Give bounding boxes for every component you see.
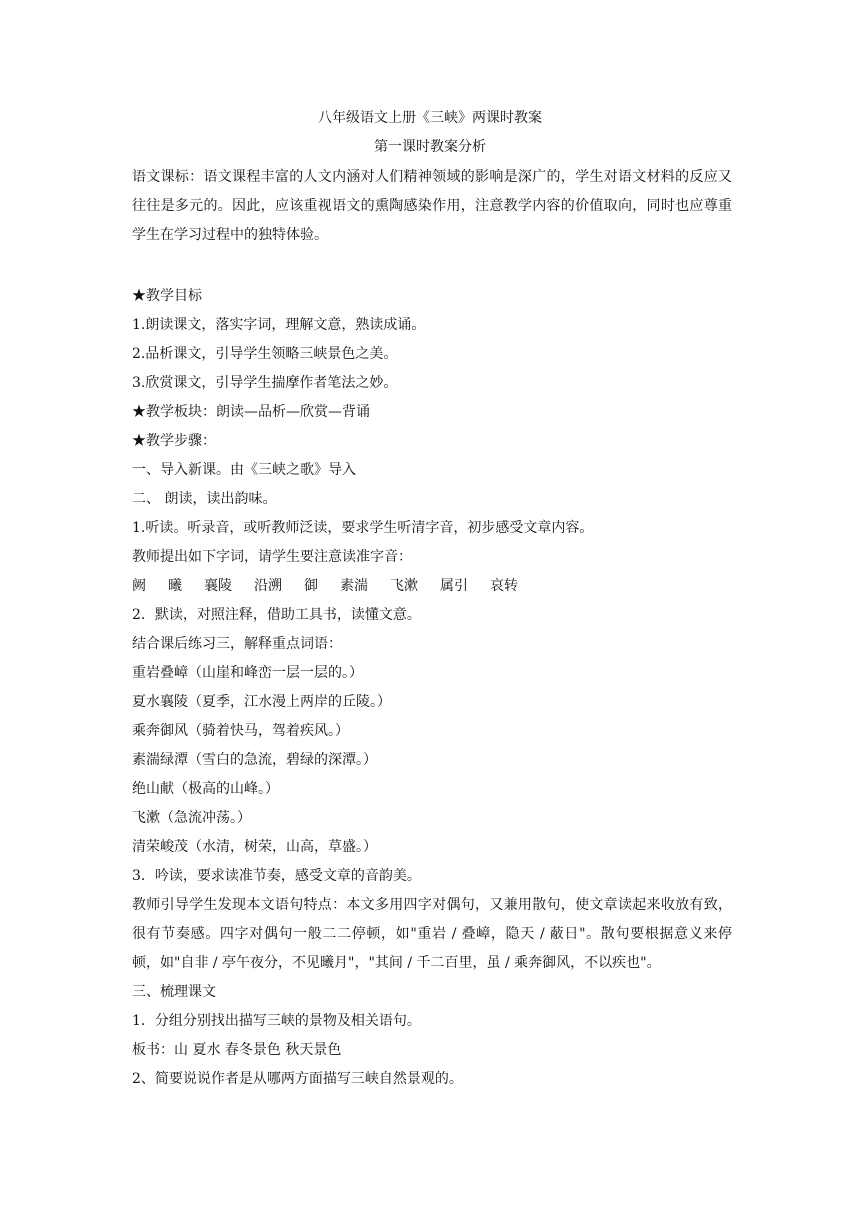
summary-question: 2、简要说说作者是从哪两方面描写三峡自然景观的。 [132, 1071, 463, 1087]
lesson-content [132, 282, 732, 1094]
silent-reading: 2．默读，对照注释，借助工具书，读懂文意。 [132, 607, 421, 623]
word: 阙 [132, 578, 146, 594]
objectives-heading: ★教学目标 [132, 288, 202, 304]
teaching-modules: ★教学板块：朗读—品析—欣赏—背诵 [132, 404, 370, 420]
objective-item: 1.朗读课文，落实字词，理解文意，熟读成诵。 [132, 317, 426, 333]
pronunciation-words [132, 572, 732, 601]
intro-paragraph: 语文课标：语文课程丰富的人文内涵对人们精神领域的影响是深广的，学生对语文材料的反应又往往是多元的。因此，应该重视语文的熏陶感染作用，注意教学内容的价值取向，同时也应尊重学生在学习过程中的独特体验。 [132, 169, 732, 243]
vocab-item: 素湍绿潭（雪白的急流，碧绿的深潭。） [132, 752, 377, 768]
word: 哀转 [490, 578, 518, 594]
rhythm-paragraph: 教师引导学生发现本文语句特点：本文多用四字对偶句，又兼用散句，使文章读起来收放有致，很有节奏感。四字对偶句一般二二停顿，如"重岩 / 叠嶂，隐天 / 蔽日"。散句要根据意义来停顿，如"自非 / 亭午夜分，不见曦月"，"其间 / 千二百里，虽 / 乘奔御风，不以疾也"。 [132, 897, 732, 971]
vocab-item: 夏水襄陵（夏季，江水漫上两岸的丘陵。） [132, 694, 391, 710]
word: 沿溯 [254, 578, 282, 594]
steps-heading: ★教学步骤： [132, 433, 216, 449]
word: 飞漱 [390, 578, 418, 594]
objective-item: 3.欣赏课文，引导学生揣摩作者笔法之妙。 [132, 375, 398, 391]
objective-item: 2.品析课文，引导学生领略三峡景色之美。 [132, 346, 398, 362]
board-notes: 板书：山 夏水 春冬景色 秋天景色 [132, 1042, 342, 1058]
vocab-item: 重岩叠嶂（山崖和峰峦一层一层的。） [132, 665, 363, 681]
word: 襄陵 [204, 578, 232, 594]
vocab-item: 乘奔御风（骑着快马，驾着疾风。） [132, 723, 349, 739]
word: 属引 [440, 578, 468, 594]
word: 御 [304, 578, 318, 594]
step-three: 三、梳理课文 [132, 984, 216, 1000]
word: 素湍 [340, 578, 368, 594]
teacher-words-intro: 教师提出如下字词，请学生要注意读准字音： [132, 549, 412, 565]
step-two: 二、 朗读，读出韵味。 [132, 491, 277, 507]
listen-reading: 1.听读。听录音，或听教师泛读，要求学生听清字音，初步感受文章内容。 [132, 520, 594, 536]
vocab-item: 清荣峻茂（水清，树荣，山高，草盛。） [132, 839, 377, 855]
group-task: 1．分组分别找出描写三峡的景物及相关语句。 [132, 1013, 421, 1029]
document-title: 八年级语文上册《三峡》两课时教案 [318, 110, 542, 126]
vocab-item: 绝山献（极高的山峰。） [132, 781, 279, 797]
exercise-intro: 结合课后练习三，解释重点词语： [132, 636, 342, 652]
chant-reading: 3．吟读，要求读准节奏，感受文章的音韵美。 [132, 868, 421, 884]
word: 曦 [168, 578, 182, 594]
document-subtitle: 第一课时教案分析 [374, 139, 486, 155]
step-one: 一、导入新课。由《三峡之歌》导入 [132, 462, 356, 478]
vocab-item: 飞漱（急流冲荡。） [132, 810, 251, 826]
